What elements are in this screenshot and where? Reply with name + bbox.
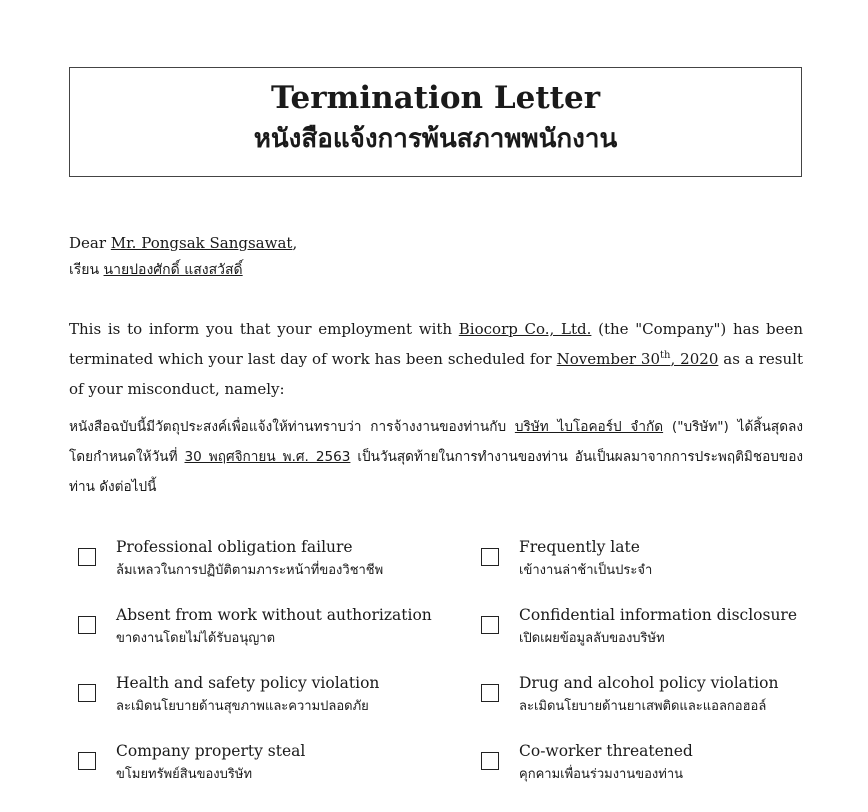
body-th-part2: ("บริษัท") ได้สิ้นสุดลง โดยกำหนดให้วันที่ (69, 419, 803, 465)
body-paragraph-english (69, 314, 803, 404)
checkbox[interactable] (78, 548, 96, 566)
body-paragraph-thai (69, 412, 803, 502)
date-month: November 30 (556, 350, 661, 368)
checkbox[interactable] (78, 684, 96, 702)
reason-label-en: Company property steal (116, 742, 306, 760)
reason-label-en: Professional obligation failure (116, 538, 353, 556)
reason-label-th: ล้มเหลวในการปฏิบัติตามภาระหน้าที่ของวิชาชีพ (116, 563, 384, 578)
checkbox[interactable] (78, 616, 96, 634)
reason-company-property-steal (78, 738, 481, 788)
checkbox[interactable] (481, 684, 499, 702)
company-name-en: Biocorp Co., Ltd. (458, 320, 592, 338)
salutation-thai (69, 257, 297, 284)
body-en-part1: This is to inform you that your employment with (69, 320, 459, 338)
reason-drug-alcohol-violation (481, 670, 808, 720)
checkbox[interactable] (78, 752, 96, 770)
recipient-name-th: นายปองศักดิ์ แสงสวัสดิ์ (103, 262, 243, 278)
checkbox[interactable] (481, 752, 499, 770)
reason-label-en: Health and safety policy violation (116, 674, 380, 692)
reason-label-th: ขโมยทรัพย์สินของบริษัท (116, 767, 253, 782)
reason-coworker-threatened (481, 738, 808, 788)
reason-label-th: คุกคามเพื่อนร่วมงานของท่าน (519, 767, 684, 782)
body-th-part3: เป็นวันสุดท้ายในการทำงานของท่าน อันเป็นผลมาจากการประพฤติมิชอบของท่าน ดังต่อไปนี้ (69, 449, 803, 495)
reason-absent-without-authorization (78, 602, 481, 652)
title-box (69, 67, 802, 177)
recipient-name-en: Mr. Pongsak Sangsawat (110, 234, 293, 252)
body-en-part3: as a result of your misconduct, namely: (69, 350, 803, 398)
reason-health-safety-violation (78, 670, 481, 720)
last-day-date-en (557, 350, 719, 368)
body-th-part1: หนังสือฉบับนี้มีวัตถุประสงค์เพื่อแจ้งให้ท่านทราบว่า การจ้างงานของท่านกับ (69, 419, 515, 435)
reasons-list (78, 534, 808, 788)
salutation (69, 230, 297, 284)
body-en-part2: (the "Company") has been terminated which your last day of work has been scheduled for (69, 320, 804, 368)
reason-professional-obligation (78, 534, 481, 584)
last-day-date-th: 30 พฤศจิกายน พ.ศ. 2563 (184, 449, 351, 465)
checkbox[interactable] (481, 616, 499, 634)
reason-label-en: Frequently late (519, 538, 640, 556)
reason-label-th: เข้างานล่าช้าเป็นประจำ (519, 563, 653, 578)
reason-label-en: Co-worker threatened (519, 742, 693, 760)
reason-label-th: ขาดงานโดยไม่ได้รับอนุญาต (116, 631, 276, 646)
reason-label-th: ละเมิดนโยบายด้านสุขภาพและความปลอดภัย (116, 699, 369, 714)
reason-label-th: เปิดเผยข้อมูลลับของบริษัท (519, 631, 665, 646)
company-name-th: บริษัท ไบโอคอร์ป จำกัด (514, 419, 664, 435)
reason-frequently-late (481, 534, 808, 584)
salutation-english (69, 230, 297, 257)
reason-label-en: Absent from work without authorization (116, 606, 432, 624)
date-ordinal: th (660, 350, 671, 361)
reason-label-th: ละเมิดนโยบายด้านยาเสพติดและแอลกอฮอล์ (519, 699, 767, 714)
date-year: , 2020 (670, 350, 719, 368)
reason-label-en: Drug and alcohol policy violation (519, 674, 779, 692)
salutation-en-prefix: Dear (69, 234, 111, 252)
salutation-th-prefix: เรียน (69, 262, 104, 278)
reason-confidential-disclosure (481, 602, 808, 652)
reason-label-en: Confidential information disclosure (519, 606, 798, 624)
title-english: Termination Letter (270, 80, 601, 116)
salutation-en-suffix: , (292, 234, 298, 252)
title-thai: หนังสือแจ้งการพ้นสภาพพนักงาน (253, 124, 618, 154)
checkbox[interactable] (481, 548, 499, 566)
